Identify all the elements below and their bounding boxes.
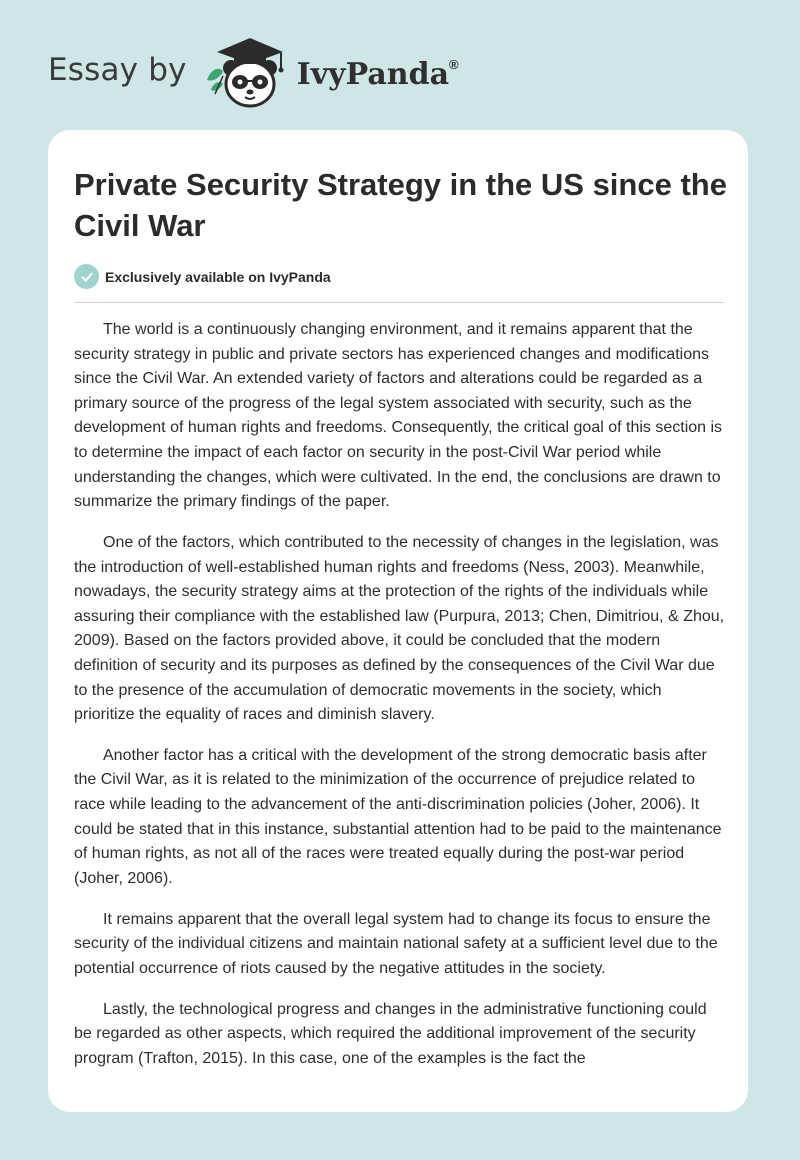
paragraph: Another factor has a critical with the development of the strong democratic basis after the Civil War, as it is related to the minimization of the occurrence of prejudice related to race while leading to the advancement of the anti-discrimination policies (Joher, 2006). It could be stated that in this instance, substantial attention had to be paid to the maintenance of human rights, as not all of the races were treated equally during the post-war period (Joher, 2006). (74, 746, 722, 887)
exclusive-label: Exclusively available on IvyPanda (105, 268, 331, 285)
site-header (48, 32, 459, 112)
essay-body (74, 318, 726, 1088)
divider (74, 302, 724, 303)
essay-by-label: Essay by (48, 52, 187, 88)
check-circle-icon (74, 264, 99, 289)
panda-graduate-icon (201, 32, 293, 112)
registered-mark: ® (449, 56, 459, 72)
page-title: Private Security Strategy in the US since the Civil War (74, 167, 727, 243)
ivypanda-logo[interactable] (201, 32, 459, 112)
paragraph: It remains apparent that the overall legal system had to change its focus to ensure the security of the individual citizens and maintain national safety at a sufficient level due to the potential occurrence of riots caused by the negative attitudes in the society. (74, 910, 718, 977)
paragraph: One of the factors, which contributed to the necessity of changes in the legislation, was the introduction of well-established human rights and freedoms (Ness, 2003). Meanwhile, nowadays, the security strategy aims at the protection of the rights of the individuals while assuring their compliance with the established law (Purpura, 2013; Chen, Dimitriou, & Zhou, 2009). Based on the factors provided above, it could be concluded that the modern definition of security and its purposes as defined by the consequences of the Civil War due to the presence of the accumulation of democratic movements in the society, which prioritize the equality of races and diminish slavery. (74, 533, 725, 724)
exclusive-badge (74, 264, 331, 289)
paragraph: Lastly, the technological progress and changes in the administrative functioning could be regarded as other aspects, which required the additional improvement of the security program (Trafton, 2015). In this case, one of the examples is the fact the (74, 1000, 707, 1067)
essay-card (48, 130, 748, 1112)
paragraph: The world is a continuously changing environment, and it remains apparent that the security strategy in public and private sectors has experienced changes and modifications since the Civil War. An extended variety of factors and alterations could be regarded as a primary source of the progress of the legal system associated with security, such as the development of human rights and freedoms. Consequently, the critical goal of this section is to determine the impact of each factor on security in the post-Civil War period while understanding the changes, which were cultivated. In the end, the conclusions are drawn to summarize the primary findings of the paper. (74, 321, 723, 511)
brand-name: IvyPanda® (296, 56, 459, 92)
